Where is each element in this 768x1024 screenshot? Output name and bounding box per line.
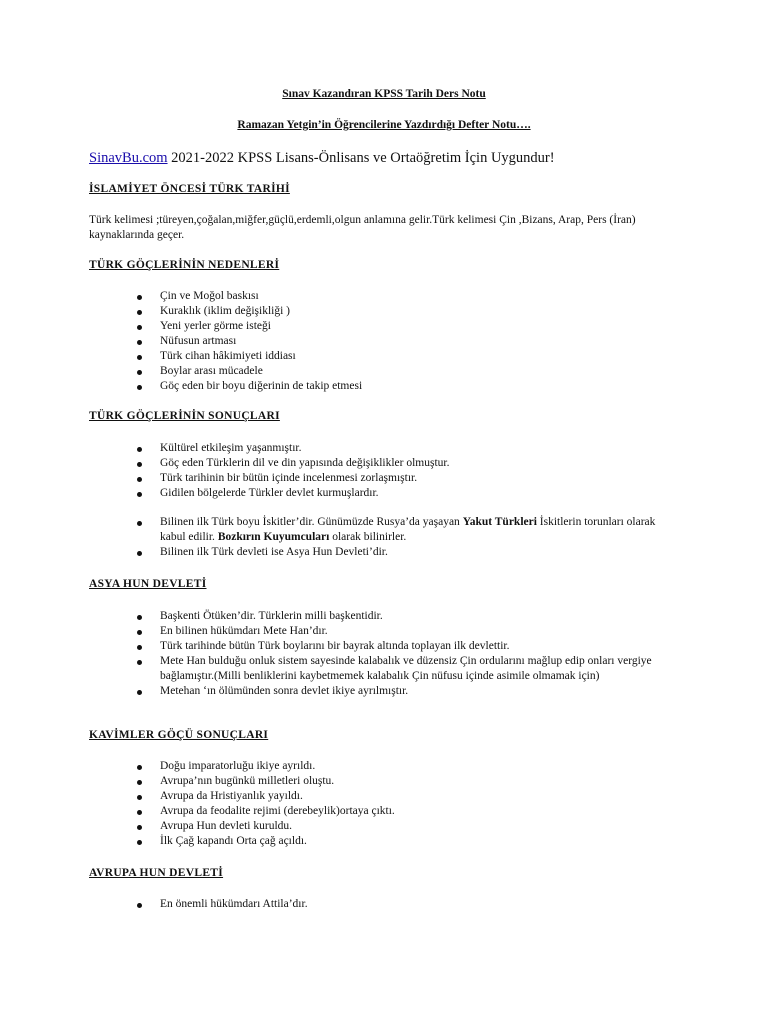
- bullet-icon: [137, 340, 142, 345]
- paragraph-turk-kelimesi: Türk kelimesi ;türeyen,çoğalan,miğfer,güçlü,erdemli,olgun anlamına gelir.Türk kelimesi Çin ,Bizans, Arap, Pers (İran) kaynaklarında geçer.: [89, 214, 636, 241]
- list-item: İlk Çağ kapandı Orta çağ açıldı.: [0, 834, 680, 849]
- list-item: Avrupa da Hristiyanlık yayıldı.: [0, 789, 680, 804]
- section-title-asya-hun: ASYA HUN DEVLETİ: [89, 578, 207, 590]
- bullet-icon: [137, 325, 142, 330]
- list-goc-nedenleri: [0, 289, 768, 394]
- sinavbu-link[interactable]: SinavBu.com: [89, 150, 168, 166]
- bullet-icon: [137, 385, 142, 390]
- bullet-icon: [137, 615, 142, 620]
- bullet-icon: [137, 551, 142, 556]
- list-item: Avrupa da feodalite rejimi (derebeylik)ortaya çıktı.: [0, 804, 680, 819]
- bullet-icon: [137, 492, 142, 497]
- list-item: En önemli hükümdarı Attila’dır.: [0, 897, 680, 912]
- bullet-icon: [137, 521, 142, 526]
- bullet-icon: [137, 795, 142, 800]
- list-item: Gidilen bölgelerde Türkler devlet kurmuşlardır.: [0, 486, 680, 501]
- bullet-icon: [137, 765, 142, 770]
- list-item: Bilinen ilk Türk devleti ise Asya Hun Devleti’dir.: [0, 545, 680, 560]
- list-item: Avrupa Hun devleti kuruldu.: [0, 819, 680, 834]
- list-item: Türk tarihinin bir bütün içinde incelenmesi zorlaşmıştır.: [0, 471, 680, 486]
- list-asya-hun: [0, 609, 768, 699]
- tagline: [89, 149, 555, 167]
- list-kavimler: [0, 759, 768, 849]
- list-item: Başkenti Ötüken’dir. Türklerin milli başkentidir.: [0, 609, 680, 624]
- list-item: Kuraklık (iklim değişikliği ): [0, 304, 680, 319]
- section-title-islamiyet: İSLAMİYET ÖNCESİ TÜRK TARİHİ: [89, 183, 290, 195]
- document-subtitle: Ramazan Yetgin’in Öğrencilerine Yazdırdığı Defter Notu….: [237, 119, 531, 131]
- bullet-icon: [137, 310, 142, 315]
- section-title-goc-sonuclari: TÜRK GÖÇLERİNİN SONUÇLARI: [89, 410, 280, 422]
- list-item: Boylar arası mücadele: [0, 364, 680, 379]
- list-item: Doğu imparatorluğu ikiye ayrıldı.: [0, 759, 680, 774]
- bullet-icon: [137, 355, 142, 360]
- section-title-avrupa-hun: AVRUPA HUN DEVLETİ: [89, 867, 224, 879]
- list-item-iskitler: Bilinen ilk Türk boyu İskitler’dir. Günümüzde Rusya’da yaşayan Yakut Türkleri İskitlerin torunları olarak kabul edilir. Bozkırın Kuyumcuları olarak bilinirler.: [0, 515, 680, 545]
- list-item: Avrupa’nın bugünkü milletleri oluştu.: [0, 774, 680, 789]
- bullet-icon: [137, 295, 142, 300]
- bullet-icon: [137, 447, 142, 452]
- list-item: Göç eden bir boyu diğerinin de takip etmesi: [0, 379, 680, 394]
- bullet-icon: [137, 370, 142, 375]
- bullet-icon: [137, 903, 142, 908]
- list-goc-sonuclari: [0, 441, 768, 560]
- section-title-goc-nedenleri: TÜRK GÖÇLERİNİN NEDENLERİ: [89, 259, 280, 271]
- document-title: Sınav Kazandıran KPSS Tarih Ders Notu: [282, 88, 486, 100]
- bullet-icon: [137, 660, 142, 665]
- list-item: En bilinen hükümdarı Mete Han’dır.: [0, 624, 680, 639]
- list-item: Kültürel etkileşim yaşanmıştır.: [0, 441, 680, 456]
- section-title-kavimler: KAVİMLER GÖÇÜ SONUÇLARI: [89, 729, 269, 741]
- bullet-icon: [137, 780, 142, 785]
- bullet-icon: [137, 690, 142, 695]
- bullet-icon: [137, 462, 142, 467]
- list-item: Göç eden Türklerin dil ve din yapısında değişiklikler olmuştur.: [0, 456, 680, 471]
- tagline-text: 2021-2022 KPSS Lisans-Önlisans ve Ortaöğretim İçin Uygundur!: [167, 150, 555, 166]
- list-spacer: [0, 501, 680, 515]
- list-item: Metehan ‘ın ölümünden sonra devlet ikiye ayrılmıştır.: [0, 684, 680, 699]
- bullet-icon: [137, 840, 142, 845]
- list-item: Türk tarihinde bütün Türk boylarını bir bayrak altında toplayan ilk devlettir.: [0, 639, 680, 654]
- list-item: Nüfusun artması: [0, 334, 680, 349]
- list-item: Mete Han bulduğu onluk sistem sayesinde kalabalık ve düzensiz Çin ordularını mağlup edip onları vergiye bağlamıştır.(Milli benliklerini kaybetmemek kalabalık Çin nüfusu içinde asimile olmamak için): [0, 654, 680, 684]
- bullet-icon: [137, 825, 142, 830]
- bullet-icon: [137, 477, 142, 482]
- list-item: Yeni yerler görme isteği: [0, 319, 680, 334]
- bullet-icon: [137, 630, 142, 635]
- list-item: Çin ve Moğol baskısı: [0, 289, 680, 304]
- bullet-icon: [137, 810, 142, 815]
- list-item: Türk cihan hâkimiyeti iddiası: [0, 349, 680, 364]
- list-avrupa-hun: [0, 897, 768, 912]
- bullet-icon: [137, 645, 142, 650]
